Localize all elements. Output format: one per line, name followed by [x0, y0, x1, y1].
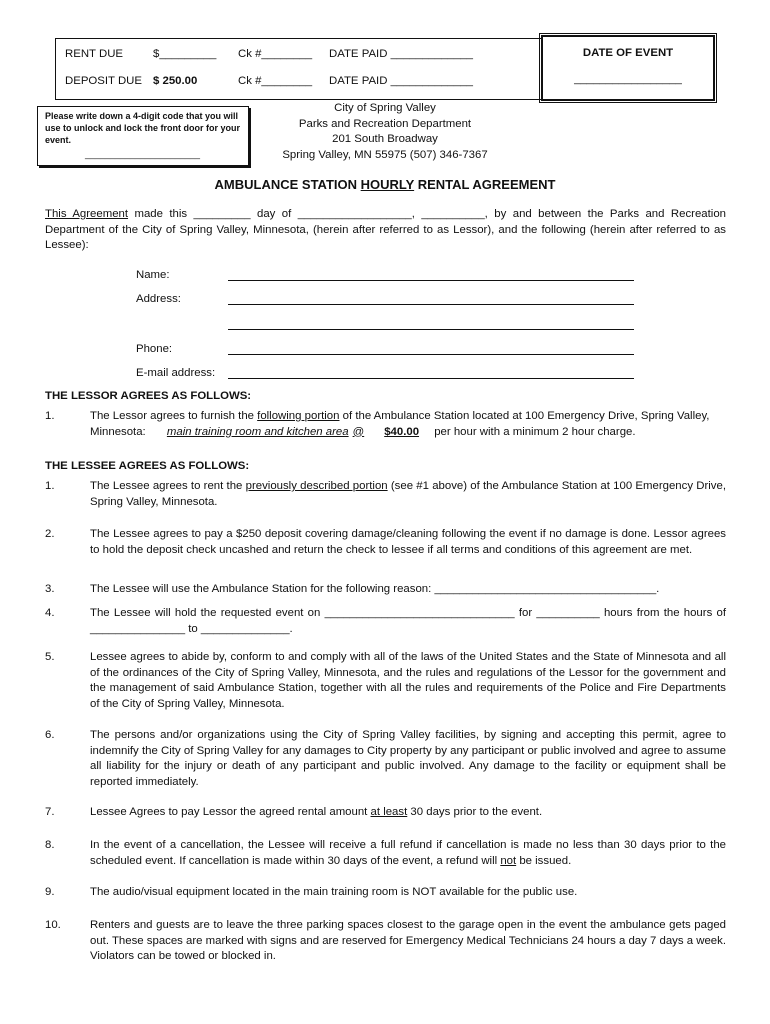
name-label: Name: [136, 269, 170, 281]
lessee-item-number: 9. [45, 886, 55, 898]
lessee-item-7: Lessee Agrees to pay Lessor the agreed rental amount at least 30 days prior to the event. [90, 806, 543, 818]
rent-check-number[interactable]: Ck #________ [238, 48, 313, 60]
address-field-2[interactable] [228, 329, 634, 330]
date-of-event-title: DATE OF EVENT [582, 47, 674, 59]
deposit-date-paid[interactable]: DATE PAID _____________ [329, 75, 473, 87]
address-field-1[interactable] [228, 304, 634, 305]
deposit-check-number[interactable]: Ck #________ [238, 75, 313, 87]
lessee-item-number: 7. [45, 806, 55, 818]
header-address [250, 101, 520, 163]
lessee-item-number: 4. [45, 607, 55, 619]
lessee-item-6: The persons and/or organizations using the City of Spring Valley facilities, by signing and accepting this permit, agree to indemnify the City of Spring Valley for any damages to City property by any participant or public involved and agree to assume all liability for the injury or death of any participant and public involved. Any damage to the facility or equipment shall be reported immediately. [90, 729, 726, 788]
lessee-item-number: 5. [45, 651, 55, 663]
lessee-item-1: The Lessee agrees to rent the previously described portion (see #1 above) of the Ambulance Station at 100 Emergency Drive, Spring Valley, Minnesota. [90, 480, 727, 508]
email-field[interactable] [228, 378, 634, 379]
lessee-item-3: The Lessee will use the Ambulance Station for the following reason: ___________________________________. [90, 583, 660, 595]
deposit-due-label: DEPOSIT DUE [65, 75, 143, 87]
hourly-rate: $40.00 [384, 425, 420, 438]
lessee-item-number: 1. [45, 480, 55, 492]
phone-label: Phone: [136, 343, 173, 355]
header-city: City of Spring Valley [334, 102, 436, 114]
page-title: AMBULANCE STATION HOURLY RENTAL AGREEMENT [214, 177, 556, 192]
phone-field[interactable] [228, 354, 634, 355]
lessee-item-number: 6. [45, 729, 55, 741]
rent-due-value[interactable]: $_________ [153, 48, 217, 60]
date-of-event-field[interactable]: _________________ [574, 73, 682, 85]
lessee-item-9: The audio/visual equipment located in the main training room is NOT available for the public use. [90, 886, 578, 898]
lessor-item-1: The Lessor agrees to furnish the following portion of the Ambulance Station located at 100 Emergency Drive, Spring Valley, Minnesota: main training room and kitchen area @ $40.00 per hour with a minimum 2 hour charge. [90, 410, 710, 438]
lessee-item-number: 2. [45, 528, 55, 540]
door-code-instructions: Please write down a 4-digit code that you will use to unlock and lock the front door for your event. [45, 111, 241, 145]
lessee-item-10: Renters and guests are to leave the three parking spaces closest to the garage open in the event the ambulance gets paged out. These spaces are marked with signs and are reserved for Emergency Medical Technicians 24 hours a day 7 days a week. Violators can be towed or blocked in. [90, 919, 726, 962]
email-label: E-mail address: [136, 367, 216, 379]
lessee-item-number: 8. [45, 839, 55, 851]
deposit-due-value: $ 250.00 [153, 75, 198, 87]
address-label: Address: [136, 293, 181, 305]
header-department: Parks and Recreation Department [298, 117, 472, 130]
lessee-heading: THE LESSEE AGREES AS FOLLOWS: [45, 460, 250, 472]
lessee-item-8: In the event of a cancellation, the Lessee will receive a full refund if cancellation is made no less than 30 days prior to the scheduled event. If cancellation is made within 30 days of the event, a refund will not be issued. [90, 839, 726, 867]
date-of-event-box [541, 35, 715, 101]
door-code-field[interactable]: _______________________ [84, 149, 201, 159]
name-field[interactable] [228, 280, 634, 281]
header-street: 201 South Broadway [332, 133, 438, 145]
header-city-phone: Spring Valley, MN 55975 (507) 346-7367 [282, 148, 488, 161]
rent-due-label: RENT DUE [65, 48, 124, 60]
lessor-heading: THE LESSOR AGREES AS FOLLOWS: [45, 390, 252, 402]
lessee-item-number: 3. [45, 583, 55, 595]
rental-area: main training room and kitchen area [166, 425, 349, 438]
lessee-item-4: The Lessee will hold the requested event on ______________________________ for __________ hours from the hours of _______________ to ______________. [90, 607, 726, 635]
lessee-item-5: Lessee agrees to abide by, conform to and comply with all of the laws of the United States and the State of Minnesota and all of the ordinances of the City of Spring Valley, Minnesota, and the rules and regulations of the Lessor for the government and the management of said Ambulance Station, together with all the rules and requirements of the Police and Fire Departments of the City of Spring Valley, Minnesota. [90, 651, 726, 710]
lessee-item-2: The Lessee agrees to pay a $250 deposit covering damage/cleaning following the event if no damage is done. Lessor agrees to hold the deposit check uncashed and return the check to lessee if all terms and conditions of this agreement are met. [90, 528, 726, 556]
lessee-item-number: 10. [45, 919, 61, 931]
intro-paragraph: This Agreement made this _________ day of __________________, __________, by and between the Parks and Recreation Department of the City of Spring Valley, Minnesota, (herein after referred to as Lessor), and the following (herein after referred to as Lessee): [45, 208, 726, 251]
rent-date-paid[interactable]: DATE PAID _____________ [329, 48, 473, 60]
lessor-item-number: 1. [45, 410, 55, 422]
